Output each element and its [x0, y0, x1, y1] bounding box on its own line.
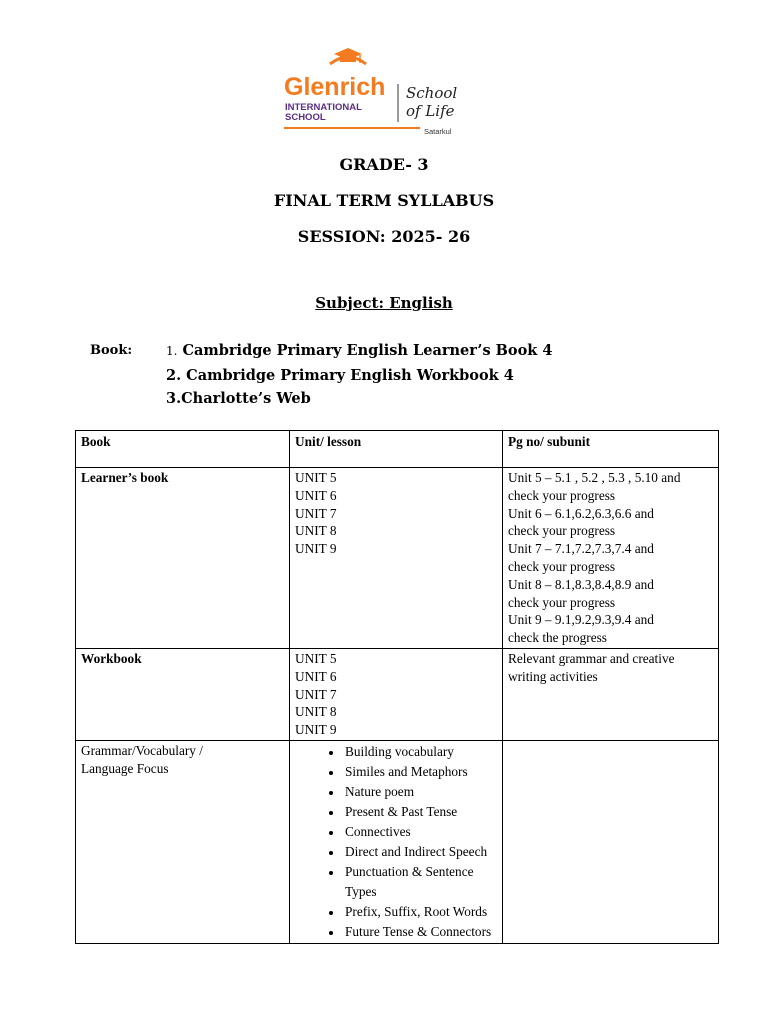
- topic-item: • Similes and Metaphors: [343, 762, 497, 782]
- row-pages-empty: [503, 740, 719, 943]
- row-units: UNIT 5 UNIT 6 UNIT 7 UNIT 8 UNIT 9: [290, 468, 503, 649]
- topic-item: • Punctuation & Sentence Types: [343, 862, 497, 902]
- topic-item: • Building vocabulary: [343, 742, 497, 762]
- topic-item: • Direct and Indirect Speech: [343, 842, 497, 862]
- row-book: Workbook: [76, 648, 290, 740]
- grade-heading: GRADE- 3: [339, 155, 429, 174]
- row-pages: Unit 5 – 5.1 , 5.2 , 5.3 , 5.10 and check your progress Unit 6 – 6.1,6.2,6.3,6.6 and check your progress Unit 7 – 7.1,7.2,7.3,7.4 and check your progress Unit 8 – 8.1,8.3,8.4,8.9 and check your progress Unit 9 – 9.1,9.2,9.3,9.4 and check the progress: [503, 468, 719, 649]
- table-row: [76, 740, 719, 943]
- row-pages: Relevant grammar and creative writing activities: [503, 648, 719, 740]
- book-item: 2. Cambridge Primary English Workbook 4: [166, 366, 514, 384]
- row-units: UNIT 5 UNIT 6 UNIT 7 UNIT 8 UNIT 9: [290, 648, 503, 740]
- books-list: [166, 339, 552, 411]
- syllabus-table: [75, 430, 719, 944]
- table-row: [76, 468, 719, 649]
- topic-item: • Nature poem: [343, 782, 497, 802]
- svg-text:Glenrich: Glenrich: [284, 73, 386, 101]
- table-row: [76, 648, 719, 740]
- svg-text:School: School: [406, 84, 458, 102]
- subject-title: Subject: English: [315, 294, 453, 312]
- header-pages: Pg no/ subunit: [503, 431, 719, 468]
- svg-text:INTERNATIONAL: INTERNATIONAL: [285, 102, 362, 113]
- topic-item: • Prefix, Suffix, Root Words: [343, 902, 497, 922]
- svg-text:Satarkul: Satarkul: [424, 127, 452, 136]
- book-item: 3.Charlotte’s Web: [166, 390, 311, 407]
- svg-text:of Life: of Life: [406, 102, 455, 120]
- row-topics: [290, 740, 503, 943]
- book-item: 1. Cambridge Primary English Learner’s Book 4: [166, 342, 553, 359]
- header-unit: Unit/ lesson: [290, 431, 503, 468]
- row-book: Grammar/Vocabulary / Language Focus: [76, 740, 290, 943]
- books-label: Book:: [90, 343, 133, 358]
- session-heading: SESSION: 2025- 26: [297, 227, 471, 246]
- row-book: Learner’s book: [76, 468, 290, 649]
- school-logo: [274, 42, 474, 142]
- term-heading: FINAL TERM SYLLABUS: [273, 191, 495, 210]
- table-header-row: [76, 431, 719, 468]
- header-book: Book: [76, 431, 290, 468]
- topic-item: • Present & Past Tense: [343, 802, 497, 822]
- topic-item: • Connectives: [343, 822, 497, 842]
- topic-item: • Future Tense & Connectors: [343, 922, 497, 942]
- svg-text:SCHOOL: SCHOOL: [285, 112, 326, 123]
